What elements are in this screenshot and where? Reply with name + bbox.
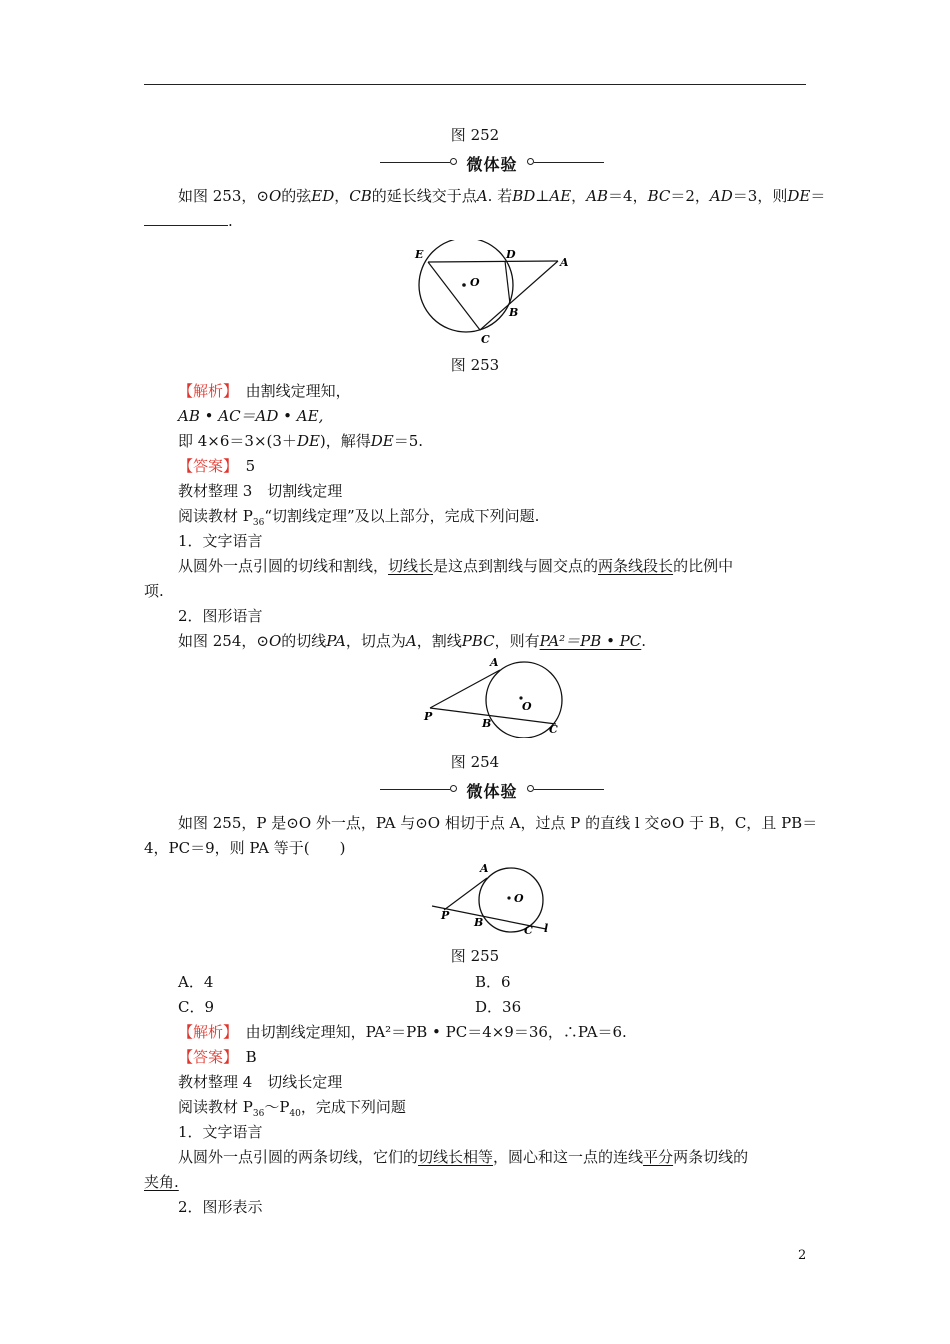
exercise-255-line1: 如图 255，P 是⊙O 外一点，PA 与⊙O 相切于点 A，过点 P 的直线 l 交⊙O 于 B，C，且 PB＝	[178, 814, 818, 832]
label-O: O	[522, 700, 532, 713]
label-A: A	[490, 656, 499, 669]
section-header-weitiyan	[380, 152, 604, 172]
figure-254	[418, 656, 568, 738]
option-b: B．6	[475, 973, 511, 991]
figure-255	[428, 860, 558, 940]
exercise-253-line2: .	[144, 211, 233, 230]
answer-1: 【答案】 5	[178, 457, 256, 475]
answer-2: 【答案】 B	[178, 1048, 257, 1066]
item-3-heading: 1．文字语言	[178, 1123, 263, 1141]
label-l: l	[544, 922, 549, 935]
figure-254-caption: 图 254	[450, 753, 500, 771]
solution-2: 【解析】 由切割线定理知，PA²＝PB • PC＝4×9＝36，∴PA＝6.	[178, 1023, 627, 1041]
option-c: C．9	[178, 998, 215, 1016]
header-right-dot	[527, 785, 534, 792]
label-B: B	[509, 306, 519, 319]
label-P: P	[424, 710, 433, 723]
label-C: C	[481, 333, 490, 346]
header-left-dot	[450, 785, 457, 792]
figure-254-text: 如图 254，⊙O的切线PA，切点为A，割线PBC，则有PA²＝PB • PC.	[178, 632, 647, 650]
label-E: E	[415, 248, 424, 261]
label-P: P	[441, 909, 450, 922]
text-3-line1: 从圆外一点引圆的两条切线，它们的切线长相等，圆心和这一点的连线平分两条切线的	[178, 1148, 749, 1166]
label-C: C	[524, 924, 533, 937]
figure-252-caption: 图 252	[450, 126, 500, 144]
header-rule	[144, 84, 806, 85]
header-left-bar	[380, 162, 450, 163]
figure-253-caption: 图 253	[450, 356, 500, 374]
label-C: C	[549, 723, 558, 736]
section-header-weitiyan-2	[380, 779, 604, 799]
section-3-title: 教材整理 3 切割线定理	[178, 482, 343, 500]
header-right-bar	[534, 162, 604, 163]
label-D: D	[506, 248, 516, 261]
section-4-title: 教材整理 4 切线长定理	[178, 1073, 343, 1091]
figure-255-caption: 图 255	[450, 947, 500, 965]
item-2-heading: 2．图形语言	[178, 607, 263, 625]
text-1-line2: 项.	[144, 582, 164, 600]
label-B: B	[474, 916, 484, 929]
section-3-reading: 阅读教材 $P_{36}“$切割线定理”及以上部分，完成下列问题.	[178, 507, 540, 528]
label-A: A	[560, 256, 569, 269]
label-O: O	[514, 892, 524, 905]
label-O: O	[470, 276, 480, 289]
solution-1-line2: AB • AC＝AD • AE,	[178, 407, 324, 425]
header-left-bar	[380, 789, 450, 790]
header-right-bar	[534, 789, 604, 790]
section-4-reading: 阅读教材 $P_{36}\sim P_{40}$，完成下列问题	[178, 1098, 406, 1119]
item-4-heading: 2．图形表示	[178, 1198, 263, 1216]
item-1-heading: 1．文字语言	[178, 532, 263, 550]
exercise-253-line1: 如图 253，⊙O的弦ED，CB的延长线交于点A. 若BD⊥AE，AB＝4，BC＝2，AD＝3，则DE＝	[178, 187, 826, 205]
option-d: D．36	[475, 998, 522, 1016]
header-right-dot	[527, 158, 534, 165]
option-a: A．4	[178, 973, 214, 991]
section-title: 微体验	[466, 155, 518, 174]
solution-1-line3: 即 4×6＝3×(3＋DE)，解得DE＝5.	[178, 432, 424, 450]
label-B: B	[482, 717, 492, 730]
section-title: 微体验	[466, 782, 518, 801]
page-number: 2	[798, 1248, 807, 1263]
answer-blank	[144, 211, 228, 226]
text-1-line1: 从圆外一点引圆的切线和割线，切线长是这点到割线与圆交点的两条线段长的比例中	[178, 557, 734, 575]
label-A: A	[480, 862, 489, 875]
text-3-line2: 夹角.	[144, 1173, 179, 1191]
exercise-255-line2: 4，PC＝9，则 PA 等于( )	[144, 839, 346, 857]
solution-1-line1: 【解析】 由割线定理知，	[178, 382, 351, 400]
header-left-dot	[450, 158, 457, 165]
figure-253	[408, 240, 578, 350]
